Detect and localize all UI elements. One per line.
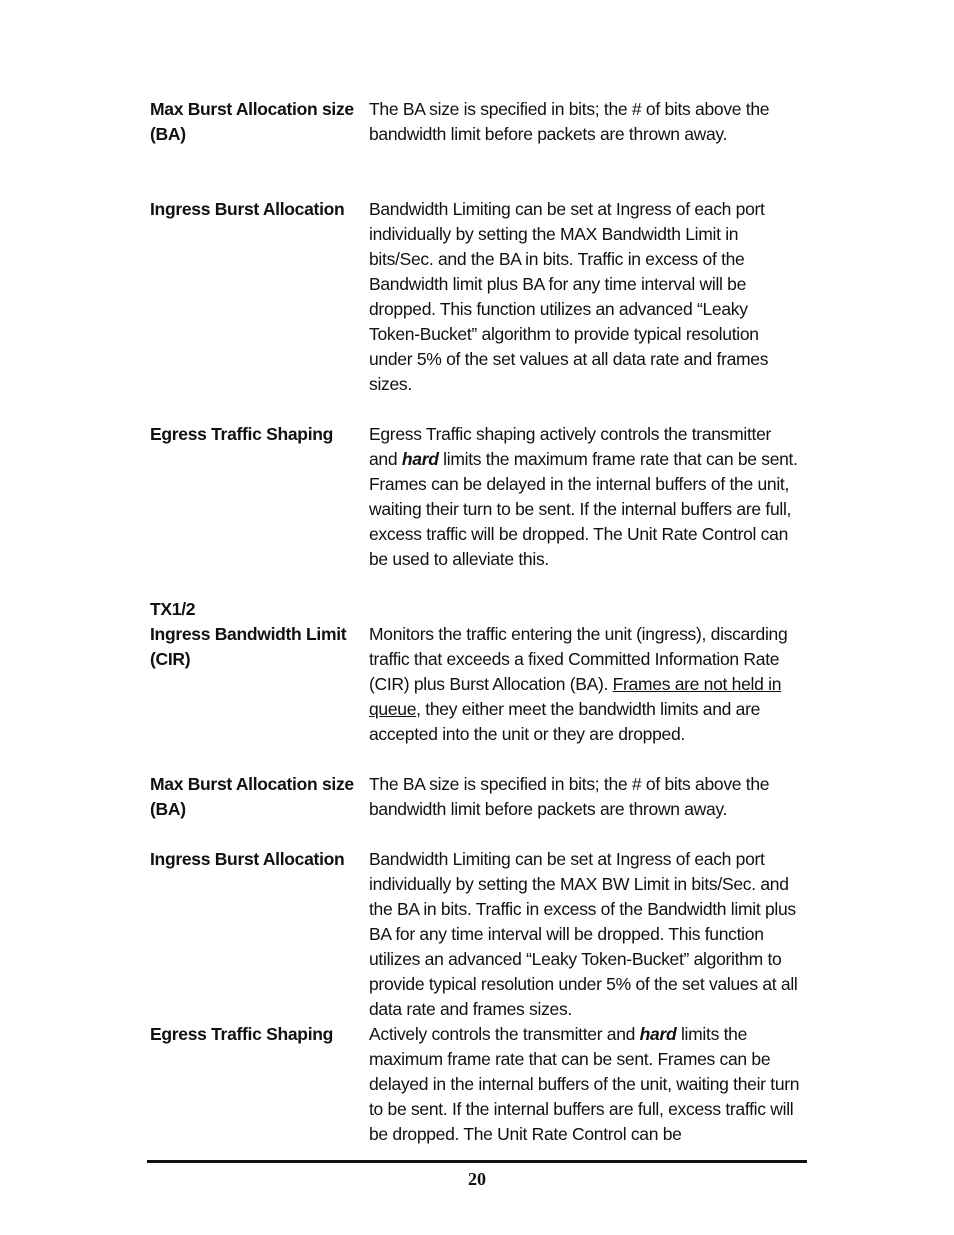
- term-egress-traffic-shaping-2: Egress Traffic Shaping: [150, 1024, 334, 1044]
- desc-ingress-burst-allocation-2: Bandwidth Limiting can be set at Ingress of each port individually by setting the MAX BW Limit in bits/Sec. and the BA in bits. Traffic in excess of the Bandwidth limit plus BA for any time interval will be dropped. This function utilizes an advanced “Leaky Token-Bucket” algorithm to provide typical resolution under 5% of the set values at all data rate and frames sizes.: [369, 849, 798, 1019]
- desc-text: Monitors the traffic entering the unit (ingress), discarding traffic that exceeds a fixed Committed Information Rate (CIR) plus Burst Allocation (BA).: [369, 624, 788, 694]
- term-ingress-burst-allocation-2: Ingress Burst Allocation: [150, 849, 345, 869]
- desc-text: Actively controls the transmitter and: [369, 1024, 640, 1044]
- desc-max-burst-allocation-2: The BA size is specified in bits; the # of bits above the bandwidth limit before packets are thrown away.: [369, 774, 770, 819]
- desc-max-burst-allocation: The BA size is specified in bits; the # of bits above the bandwidth limit before packets are thrown away.: [369, 99, 770, 144]
- term-ingress-bandwidth-limit: Ingress Bandwidth Limit (CIR): [150, 624, 347, 669]
- desc-egress-traffic-shaping-2: [369, 1022, 801, 1147]
- page-number: 20: [468, 1169, 486, 1189]
- underlined-note: Frames are not held in queue: [369, 674, 782, 719]
- section-heading-tx: TX1/2: [150, 599, 196, 619]
- desc-text: Egress Traffic shaping actively controls the transmitter and: [369, 424, 772, 469]
- desc-egress-traffic-shaping: [369, 422, 801, 572]
- footer-rule: [147, 1160, 807, 1163]
- desc-text: limits the maximum frame rate that can be sent. Frames can be delayed in the internal buffers of the unit, waiting their turn to be sent. If the internal buffers are full, excess traffic will be dropped. The Unit Rate Control can be: [369, 1024, 800, 1144]
- term-max-burst-allocation: Max Burst Allocation size (BA): [150, 99, 354, 144]
- desc-ingress-burst-allocation: Bandwidth Limiting can be set at Ingress of each port individually by setting the MAX Bandwidth Limit in bits/Sec. and the BA in bits. Traffic in excess of the Bandwidth limit plus BA for any time interval will be dropped. This function utilizes an advanced “Leaky Token-Bucket” algorithm to provide typical resolution under 5% of the set values at all data rate and frames sizes.: [369, 199, 769, 394]
- emphasis-hard: hard: [401, 449, 439, 469]
- term-ingress-burst-allocation: Ingress Burst Allocation: [150, 199, 345, 219]
- desc-text: , they either meet the bandwidth limits and are accepted into the unit or they are dropped.: [369, 699, 761, 744]
- emphasis-hard: hard: [639, 1024, 677, 1044]
- term-max-burst-allocation-2: Max Burst Allocation size (BA): [150, 774, 354, 819]
- term-egress-traffic-shaping: Egress Traffic Shaping: [150, 424, 334, 444]
- desc-text: limits the maximum frame rate that can be sent. Frames can be delayed in the internal buffers of the unit, waiting their turn to be sent. If the internal buffers are full, excess traffic will be dropped. The Unit Rate Control can be used to alleviate this.: [369, 449, 798, 569]
- desc-ingress-bandwidth-limit: [369, 622, 801, 747]
